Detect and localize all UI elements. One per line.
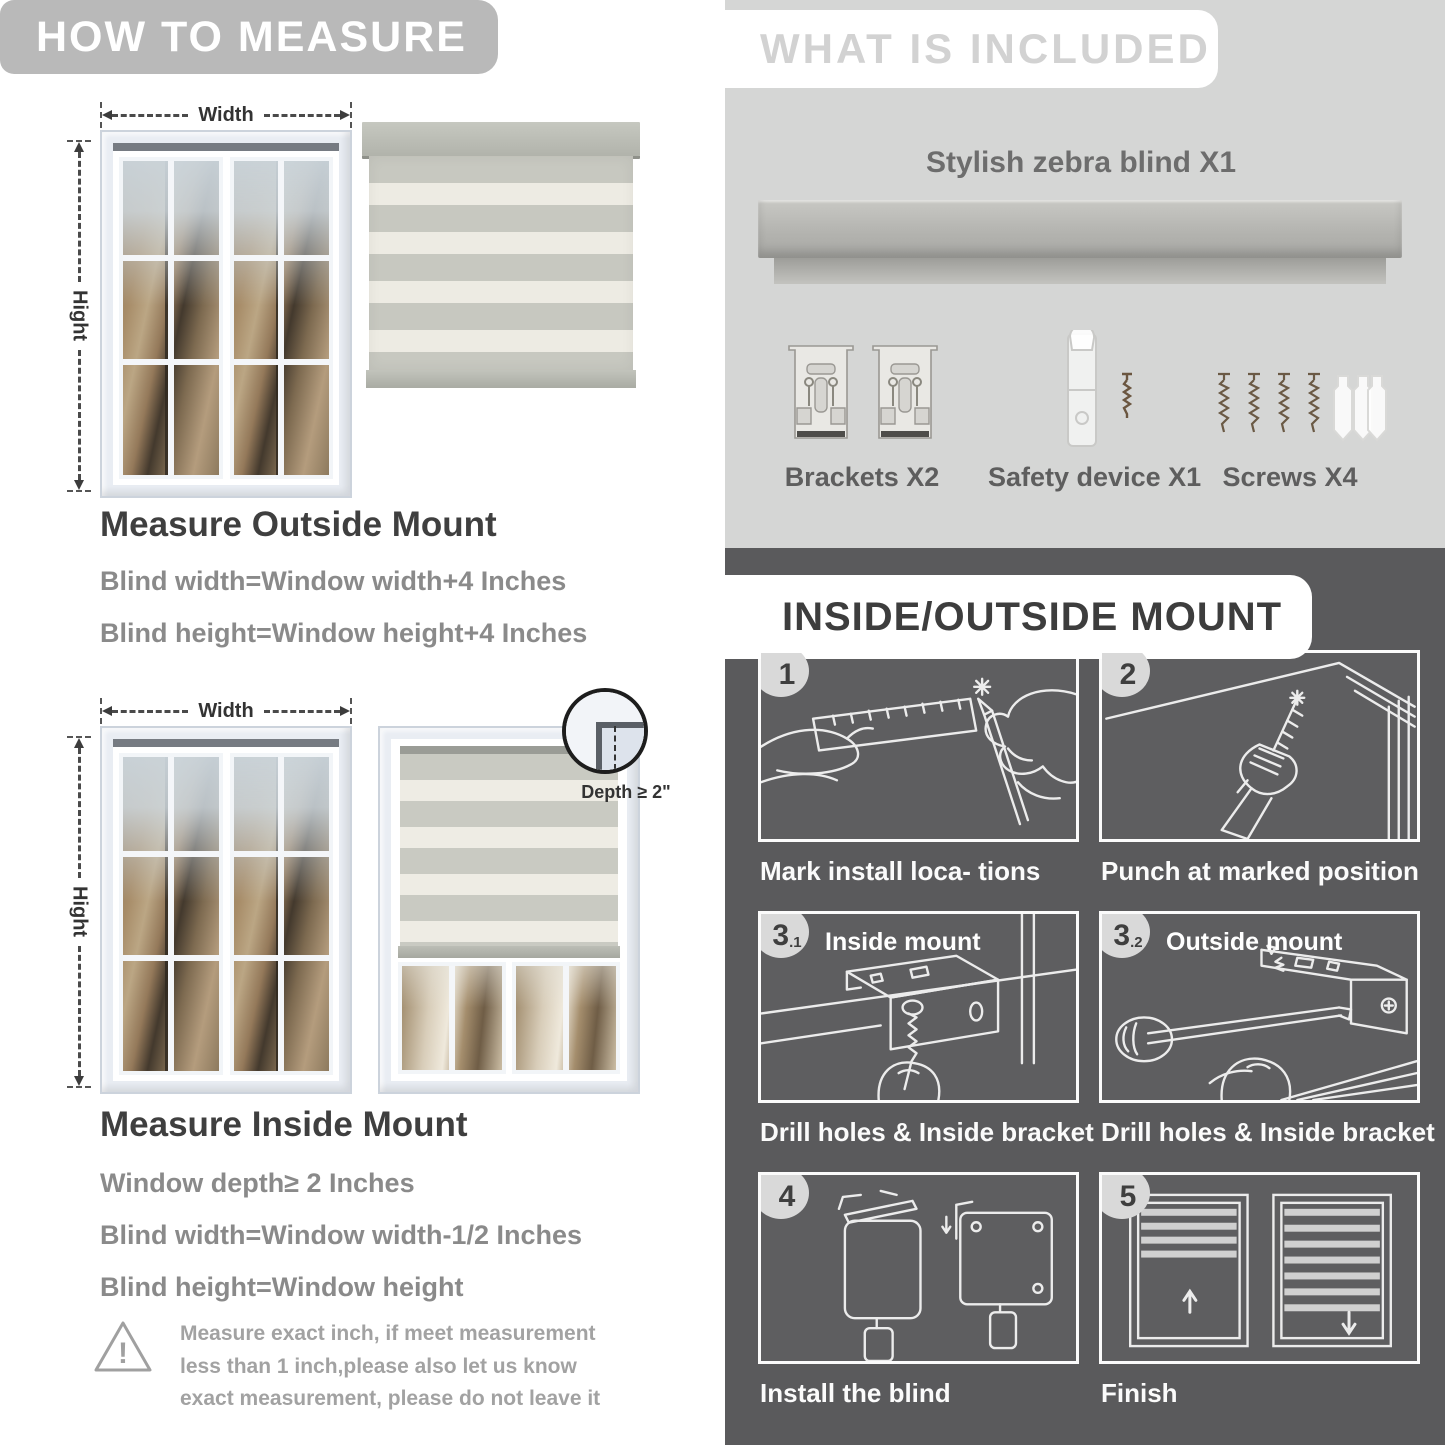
window-photo-outside	[100, 130, 352, 498]
dashed-line	[78, 748, 81, 878]
height-label: Hight	[68, 290, 91, 342]
dashed-line	[78, 152, 81, 282]
dashed-line	[78, 350, 81, 480]
step-badge: 2	[1099, 650, 1150, 697]
step-3-2-illustration	[1099, 911, 1420, 1103]
arrow-left-icon	[102, 706, 112, 716]
arrow-right-icon	[340, 706, 350, 716]
step-card-5	[1099, 1172, 1420, 1433]
finish-drawing	[1102, 1175, 1417, 1361]
brackets-icon	[785, 338, 941, 451]
dashed-line	[264, 114, 340, 117]
outside-height-arrow	[66, 140, 92, 492]
step-4-illustration	[758, 1172, 1079, 1364]
blind-headrail-photo	[758, 200, 1402, 258]
window-casement	[119, 753, 223, 1075]
inside-mount-line: Blind height=Window height	[100, 1272, 464, 1302]
window-casement	[230, 753, 334, 1075]
step-card-3-1	[758, 911, 1094, 1172]
inside-mount-line: Window depth≥ 2 Inches	[100, 1168, 415, 1198]
step-5-illustration	[1099, 1172, 1420, 1364]
step-badge: 5	[1099, 1172, 1150, 1219]
height-label: Hight	[68, 886, 91, 938]
safety-device-label: Safety device X1	[988, 462, 1202, 492]
arrow-down-icon	[74, 480, 84, 490]
install-steps-grid	[758, 650, 1435, 1433]
mark-locations-drawing	[761, 653, 1076, 839]
arrow-tick	[350, 102, 352, 128]
arrow-down-icon	[74, 1076, 84, 1086]
dashed-line	[264, 710, 340, 713]
window-lower-panes	[398, 962, 620, 1074]
blind-headrail-shadow	[774, 258, 1386, 284]
outside-mount-title: Measure Outside Mount	[100, 505, 497, 544]
depth-detail-magnifier	[562, 688, 648, 774]
inside-mount-title: Measure Inside Mount	[100, 1105, 468, 1144]
step-card-1	[758, 650, 1079, 911]
warning-text: Measure exact inch, if meet measurement less than 1 inch,please also let us know exact measurement, please do not leave it	[180, 1322, 601, 1411]
how-to-measure-title: HOW TO MEASURE	[36, 12, 467, 61]
width-label: Width	[198, 103, 254, 126]
install-blind-drawing	[761, 1175, 1076, 1361]
step-label: Inside mount	[825, 928, 981, 956]
brackets-label: Brackets X2	[784, 462, 940, 492]
safety-device-icon	[1050, 330, 1142, 457]
step-3-1-illustration	[758, 911, 1079, 1103]
depth-label: Depth ≥ 2"	[581, 782, 671, 802]
step-caption: Mark install loca- tions	[760, 856, 1041, 886]
blind-stripes	[369, 156, 633, 370]
arrow-left-icon	[102, 110, 112, 120]
inside-height-arrow	[66, 736, 92, 1088]
step-caption: Install the blind	[760, 1378, 951, 1408]
warning-triangle-icon	[92, 1318, 154, 1376]
arrow-up-icon	[74, 142, 84, 152]
step-badge: 1	[758, 650, 809, 697]
step-caption: Drill holes & Inside bracket	[1101, 1117, 1435, 1147]
product-label: Stylish zebra blind X1	[925, 146, 1237, 179]
step-label: Outside mount	[1166, 928, 1343, 956]
blind-bottomrail	[366, 370, 636, 388]
arrow-right-icon	[340, 110, 350, 120]
step-1-illustration	[758, 650, 1079, 842]
what-is-included-header	[698, 10, 1218, 88]
step-card-4	[758, 1172, 1079, 1433]
how-to-measure-header	[0, 0, 498, 74]
arrow-tick	[67, 1086, 91, 1088]
dashed-line	[112, 710, 188, 713]
zebra-blind-outside-illustration	[362, 122, 640, 388]
outside-mount-line: Blind height=Window height+4 Inches	[100, 618, 588, 648]
blind-headrail	[362, 122, 640, 156]
window-photo-inside	[100, 726, 352, 1094]
window-inner	[113, 739, 339, 1081]
measure-warning	[92, 1318, 672, 1416]
step-card-2	[1099, 650, 1420, 911]
inside-mount-line: Blind width=Window width-1/2 Inches	[100, 1220, 583, 1250]
dashed-line	[78, 946, 81, 1076]
step-badge: 3 .1	[758, 911, 809, 958]
warning-exclamation: !	[118, 1337, 128, 1370]
step-caption: Finish	[1101, 1378, 1178, 1408]
screws-icon	[1212, 368, 1392, 453]
dashed-line	[112, 114, 188, 117]
screws-label: Screws X4	[1222, 462, 1358, 492]
step-badge: 3 .2	[1099, 911, 1150, 958]
inside-outside-mount-title: INSIDE/OUTSIDE MOUNT	[782, 594, 1283, 639]
step-2-illustration	[1099, 650, 1420, 842]
blind-bottomrail	[398, 946, 620, 958]
window-pane	[398, 962, 506, 1074]
step-caption: Drill holes & Inside bracket	[760, 1117, 1094, 1147]
step-badge: 4	[758, 1172, 809, 1219]
width-label: Width	[198, 699, 254, 722]
window-casement	[119, 157, 223, 479]
inside-outside-mount-header	[712, 575, 1312, 659]
what-is-included-title: WHAT IS INCLUDED	[760, 25, 1211, 72]
window-inner	[113, 143, 339, 485]
detail-depth-dash	[614, 726, 616, 770]
detail-frame-corner	[596, 722, 648, 774]
outside-mount-line: Blind width=Window width+4 Inches	[100, 566, 567, 596]
window-casement	[230, 157, 334, 479]
outside-width-arrow	[100, 102, 352, 128]
arrow-tick	[350, 698, 352, 724]
window-pane	[512, 962, 620, 1074]
arrow-up-icon	[74, 738, 84, 748]
punch-position-drawing	[1102, 653, 1417, 839]
inside-width-arrow	[100, 698, 352, 724]
step-caption: Punch at marked position	[1101, 856, 1419, 886]
step-card-3-2	[1099, 911, 1435, 1172]
arrow-tick	[67, 490, 91, 492]
